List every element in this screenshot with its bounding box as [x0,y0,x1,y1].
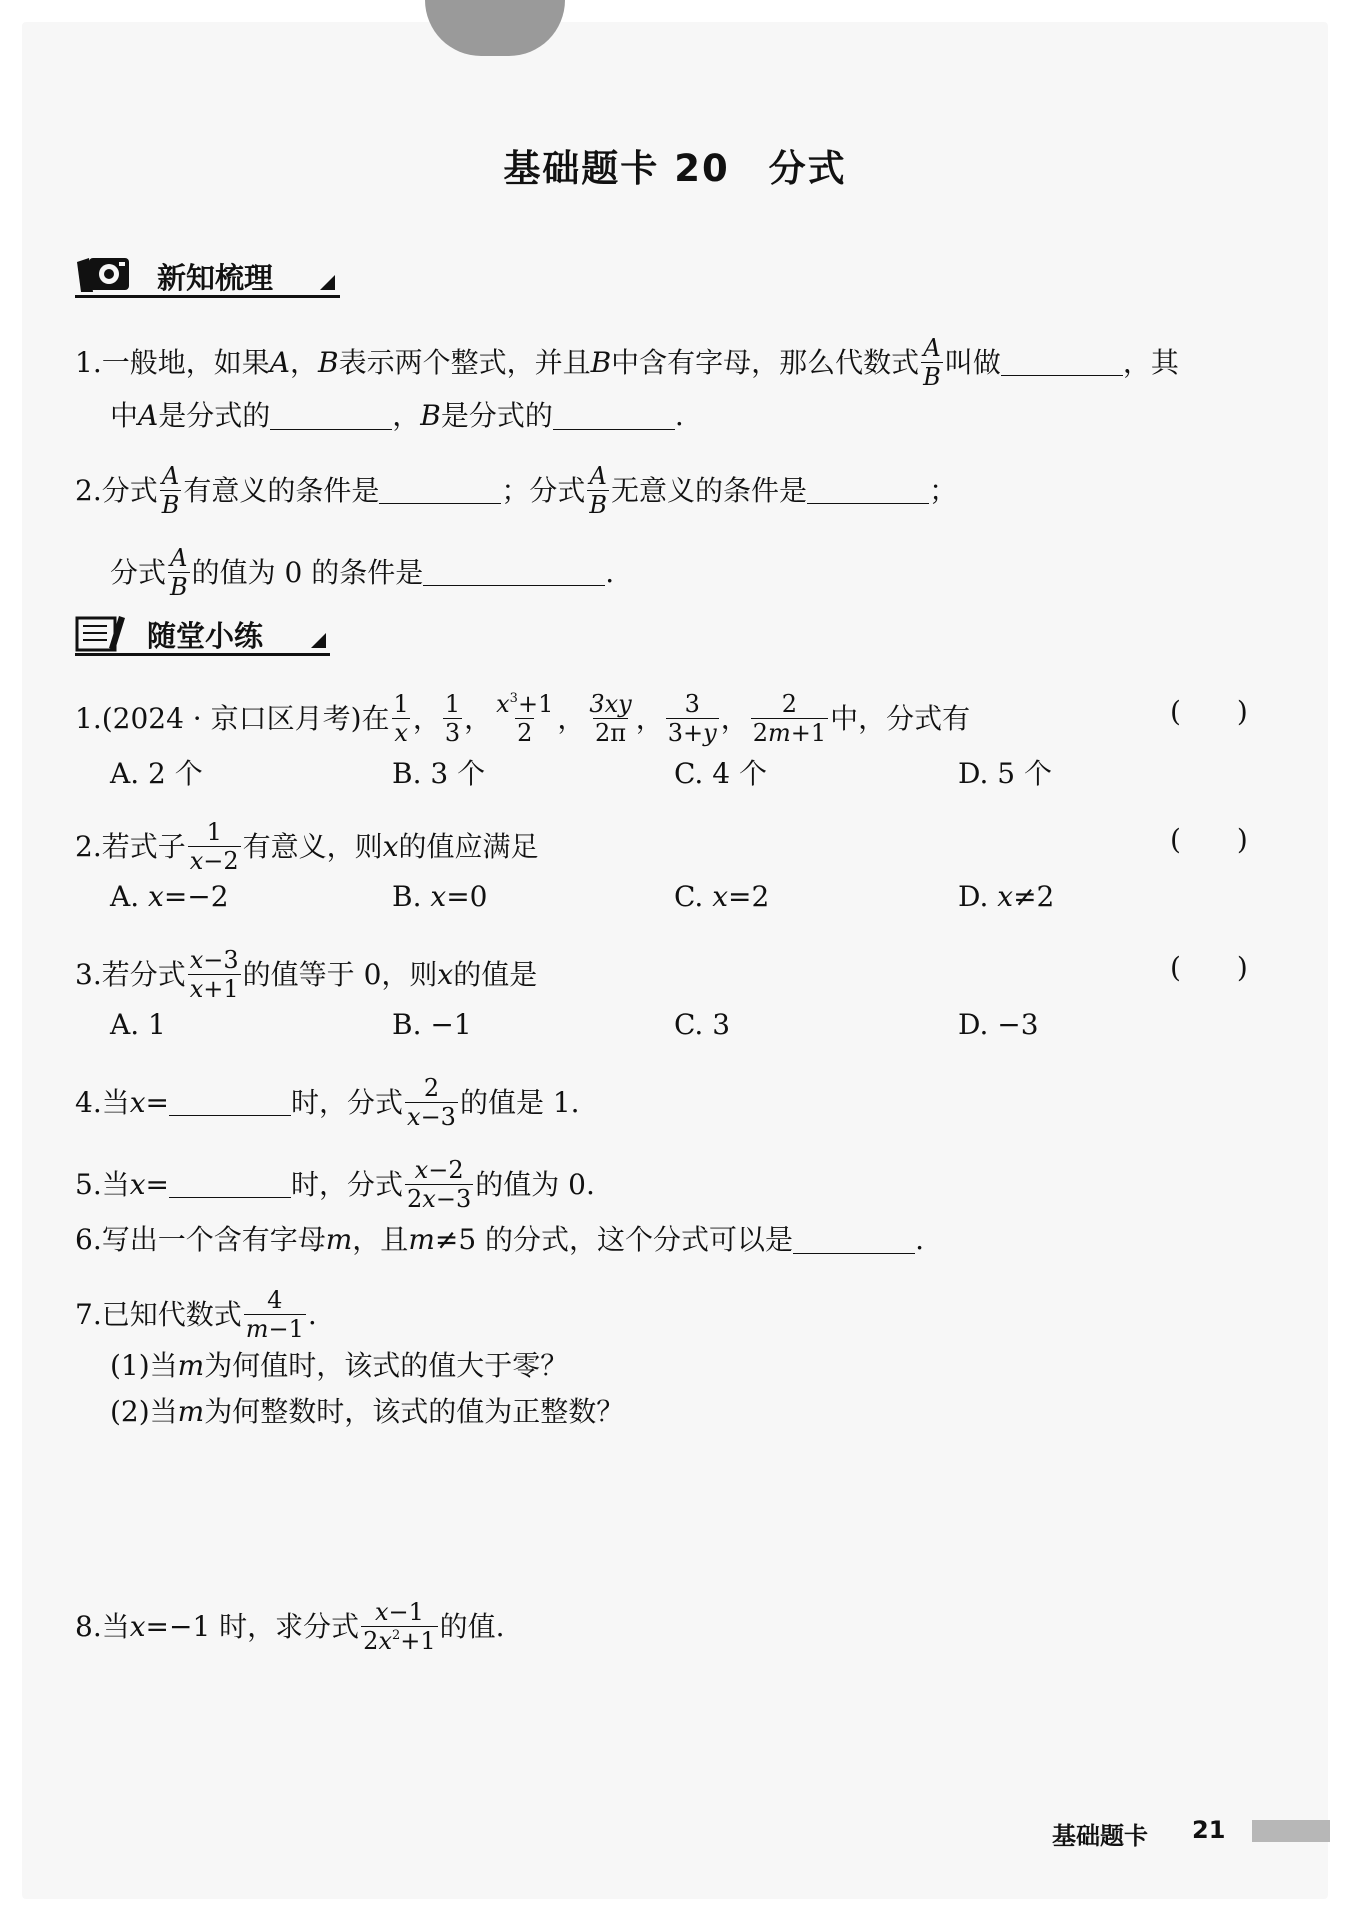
fraction: $\frac{2}{x-3}$ [407,1074,456,1131]
answer-blank[interactable] [553,403,675,430]
fraction: $\frac{3xy}{2\pi}$ [589,690,632,747]
section-underline [75,653,330,656]
section-triangle-icon [320,275,335,290]
answer-blank[interactable] [270,403,392,430]
answer-parenthesis[interactable]: ( ) [1170,695,1248,728]
fraction: $\frac{4}{m-1}$ [245,1286,304,1343]
section-label-practice: 随堂小练 [147,619,264,653]
question-7-part-1: (1)当 m 为何值时，该式的值大于零？ [110,1349,569,1382]
answer-blank[interactable] [423,559,605,586]
fraction: $\frac{3}{3+y}$ [667,690,717,747]
fraction: $\frac{A}{B}$ [589,462,608,519]
section-underline [75,295,340,298]
question-7-part-2: (2)当 m 为何整数时，该式的值为正整数？ [110,1395,625,1428]
answer-parenthesis[interactable]: ( ) [1170,823,1248,856]
page-title: 基础题卡 20 分式 [503,147,847,190]
answer-parenthesis[interactable]: ( ) [1170,951,1248,984]
fraction: $\frac{1}{x}$ [393,690,409,747]
question-1: 1. (2024 · 京口区月考)在 $\frac{1}{x}$ ， $\frac{1}{3}$ ， $\frac{x^3+1}{2}$ ， $\frac{3xy}{2\pi}$ ， $\frac{3}{3+y}$ ， $\frac{2}{2m+1}$ 中，分式有 [75,690,971,747]
footer-label: 基础题卡 [1052,1822,1148,1850]
section-triangle-icon [311,633,326,648]
knowledge-item-2-line2: 分式 $\frac{A}{B}$ 的值为 0 的条件是 . [110,544,615,601]
option-b[interactable]: B. −1 [392,1008,472,1041]
question-7: 7. 已知代数式 $\frac{4}{m-1}$ . [75,1286,317,1343]
option-d[interactable]: D. 5 个 [958,757,1052,790]
section-header-knowledge [75,252,340,298]
fraction: $\frac{1}{x-2}$ [189,818,239,875]
notebook-icon [75,612,127,652]
option-c[interactable]: C. x=2 [674,880,770,913]
answer-blank[interactable] [807,477,929,504]
question-8: 8. 当 x =−1 时，求分式 $\frac{x-1}{2x^2+1}$ 的值. [75,1598,505,1655]
knowledge-item-2: 2. 分式 $\frac{A}{B}$ 有意义的条件是 ；分式 $\frac{A}{B}$ 无意义的条件是 ； [75,462,958,519]
fraction: $\frac{x-3}{x+1}$ [189,946,239,1003]
fraction: $\frac{x-2}{2x-3}$ [407,1156,472,1213]
knowledge-item-1: 1. 一般地，如果 A ， B 表示两个整式，并且 B 中含有字母，那么代数式 $\frac{A}{B}$ 叫做 ，其 [75,334,1179,391]
option-c[interactable]: C. 4 个 [674,757,767,790]
answer-blank[interactable] [1001,349,1123,376]
option-b[interactable]: B. 3 个 [392,757,486,790]
option-d[interactable]: D. x≠2 [958,880,1055,913]
option-a[interactable]: A. 1 [110,1008,166,1041]
section-header-practice [75,610,330,656]
camera-icon [75,254,137,294]
page-number: 21 [1192,1816,1226,1844]
question-5: 5. 当 x = 时，分式 $\frac{x-2}{2x-3}$ 的值为 0. [75,1156,595,1213]
section-label-knowledge: 新知梳理 [157,261,274,295]
fraction: $\frac{1}{3}$ [444,690,461,747]
footer-bar [1252,1820,1330,1842]
fraction: $\frac{2}{2m+1}$ [752,690,827,747]
option-a[interactable]: A. x=−2 [110,880,229,913]
fraction: $\frac{A}{B}$ [923,334,941,391]
answer-blank[interactable] [169,1171,291,1198]
answer-blank[interactable] [379,477,501,504]
question-3: 3. 若分式 $\frac{x-3}{x+1}$ 的值等于 0，则 x 的值是 [75,946,538,1003]
question-2: 2. 若式子 $\frac{1}{x-2}$ 有意义，则 x 的值应满足 [75,818,539,875]
knowledge-item-1-line2: 中 A 是分式的 ， B 是分式的 . [110,399,684,432]
option-a[interactable]: A. 2 个 [110,757,203,790]
fraction: $\frac{x-1}{2x^2+1}$ [363,1598,436,1655]
question-6: 6. 写出一个含有字母 m ，且 m ≠5 的分式，这个分式可以是 . [75,1223,924,1256]
option-b[interactable]: B. x=0 [392,880,488,913]
fraction: $\frac{x^3+1}{2}$ [496,690,554,747]
option-c[interactable]: C. 3 [674,1008,731,1041]
question-4: 4. 当 x = 时，分式 $\frac{2}{x-3}$ 的值是 1. [75,1074,580,1131]
answer-blank[interactable] [169,1089,291,1116]
fraction: $\frac{A}{B}$ [170,544,188,601]
fraction: $\frac{A}{B}$ [161,462,180,519]
option-d[interactable]: D. −3 [958,1008,1039,1041]
answer-blank[interactable] [793,1227,915,1254]
